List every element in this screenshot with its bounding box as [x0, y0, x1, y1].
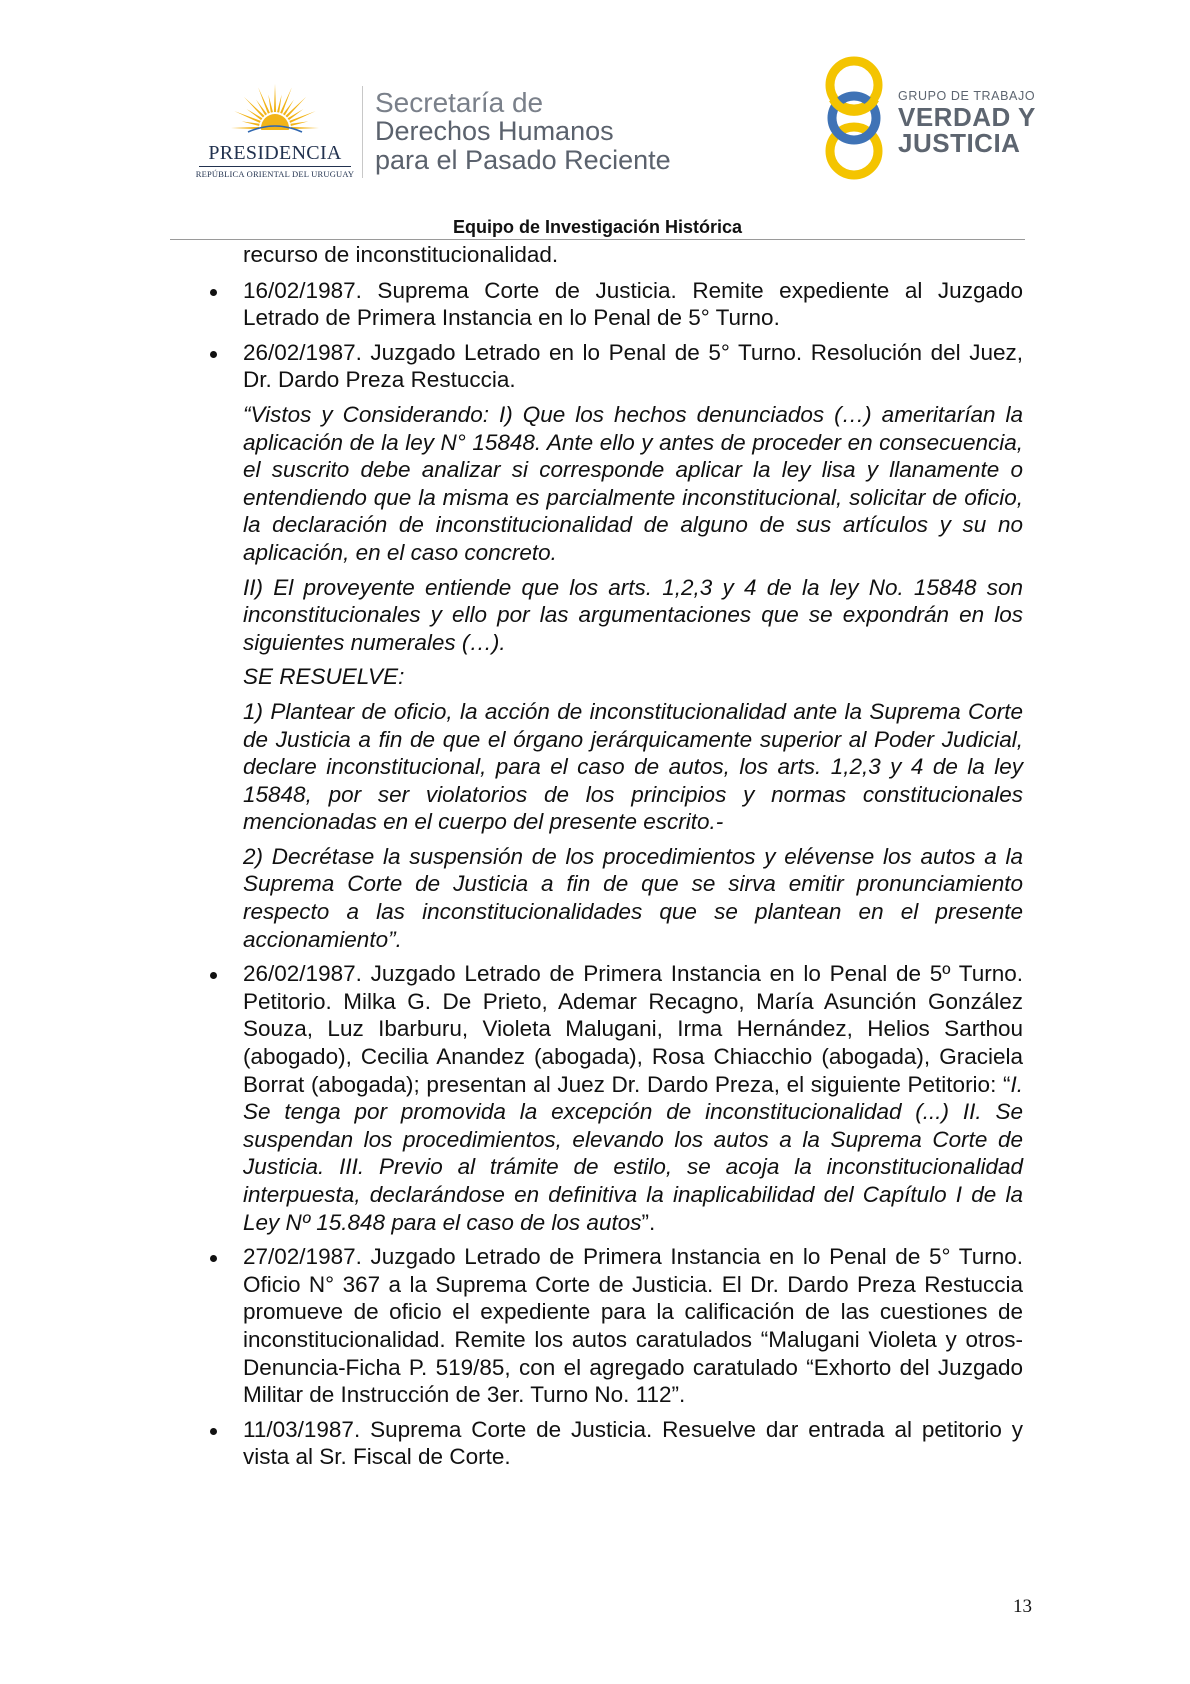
- header-rule: [170, 239, 1025, 240]
- entry-text: 26/02/1987. Juzgado Letrado de Primera Instancia en lo Penal de 5º Turno. Petitorio. Milka G. De Prieto, Ademar Recagno, María Asunción González Souza, Luz Ibarburu, Violeta Malugani, Irma Hernández, Helios Sarthou (abogado), Cecilia Anandez (abogada), Rosa Chiacchio (abogada), Graciela Borrat (abogada); presentan al Juez Dr. Dardo Preza, el siguiente Petitorio: “: [243, 961, 1023, 1097]
- page-number: 13: [1013, 1596, 1032, 1617]
- petitorio-quote: I. Se tenga por promovida la excepción de inconstitucionalidad (...) II. Se suspendan los procedimientos, elevando los autos a la Suprema Corte de Justicia. III. Previo al trámite de estilo, se acoja la inconstitucionalidad interpuesta, declarándose en definitiva la inaplicabilidad del Capítulo I de la Ley Nº 15.848 para el caso de los autos: [243, 1071, 1023, 1235]
- secretaria-title: [375, 88, 671, 175]
- quote-paragraph: II) El proveyente entiende que los arts. 1,2,3 y 4 de la ley No. 15848 son inconstitucionales y ello por las argumentaciones que se expondrán en los siguientes numerales (…).: [243, 574, 1023, 655]
- gtvj-line-3: JUSTICIA: [898, 128, 1021, 158]
- presidencia-subtitle: REPÚBLICA ORIENTAL DEL URUGUAY: [195, 169, 355, 179]
- presidencia-logo: [195, 80, 355, 180]
- list-item: [243, 960, 1023, 1236]
- quote-paragraph: 2) Decrétase la suspensión de los procedimientos y elévense los autos a la Suprema Corte de Justicia a fin de que se sirva emitir pronunciamiento respecto a las inconstitucionalidades que se plantean en el presente accionamiento”.: [243, 843, 1023, 952]
- secretaria-line-2: Derechos Humanos: [375, 116, 614, 146]
- header-separator: [362, 86, 363, 178]
- presidencia-name: PRESIDENCIA: [208, 142, 342, 164]
- sun-emblem-icon: [230, 80, 320, 138]
- gtvj-line-2: VERDAD Y: [898, 102, 1036, 132]
- list-item: 27/02/1987. Juzgado Letrado de Primera Instancia en lo Penal de 5° Turno. Oficio N° 367 a la Suprema Corte de Justicia. El Dr. Dardo Preza Restuccia promueve de oficio el expediente para la calificación de las cuestiones de inconstitucionalidad. Remite los autos caratulados “Malugani Violeta y otros-Denuncia-Ficha P. 519/85, con el agregado caratulado “Exhorto del Juzgado Militar de Instrucción de 3er. Turno No. 112”.: [243, 1244, 1023, 1408]
- gtvj-line-1: GRUPO DE TRABAJO: [898, 89, 1036, 103]
- list-item: 26/02/1987. Juzgado Letrado en lo Penal de 5° Turno. Resolución del Juez, Dr. Dardo Preza Restuccia.: [243, 339, 1023, 393]
- quote-paragraph: SE RESUELVE:: [243, 664, 405, 690]
- interlocked-rings-icon: [818, 55, 890, 181]
- verdad-justicia-logo: [818, 55, 1036, 185]
- presidencia-divider: [199, 166, 351, 167]
- quote-paragraph: 1) Plantear de oficio, la acción de inconstitucionalidad ante la Suprema Corte de Justicia a fin de que el órgano jerárquicamente superior al Poder Judicial, declare inconstitucional, para el caso de autos, los arts. 1,2,3 y 4 de la ley 15848, por ser violatorios de los principios y normas constitucionales mencionadas en el cuerpo del presente escrito.-: [243, 698, 1023, 835]
- list-item: 11/03/1987. Suprema Corte de Justicia. Resuelve dar entrada al petitorio y vista al Sr. Fiscal de Corte.: [243, 1416, 1023, 1470]
- document-body: [243, 241, 1023, 1478]
- list-item: 16/02/1987. Suprema Corte de Justicia. Remite expediente al Juzgado Letrado de Primera Instancia en lo Penal de 5° Turno.: [243, 277, 1023, 331]
- continuation-text: recurso de inconstitucionalidad.: [243, 242, 559, 267]
- secretaria-line-1: Secretaría de: [375, 87, 544, 118]
- secretaria-line-3: para el Pasado Reciente: [375, 145, 671, 175]
- entry-text-end: ”.: [641, 1209, 656, 1235]
- department-heading: Equipo de Investigación Histórica: [452, 217, 743, 237]
- quote-paragraph: “Vistos y Considerando: I) Que los hechos denunciados (…) ameritarían la aplicación de la ley N° 15848. Ante ello y antes de proceder en consecuencia, el suscrito debe analizar si corresponde aplicar la ley lisa y llanamente o entendiendo que la misma es parcialmente inconstitucional, solicitar de oficio, la declaración de inconstitucionalidad de alguno de sus artículos y su no aplicación, en el caso concreto.: [243, 401, 1023, 565]
